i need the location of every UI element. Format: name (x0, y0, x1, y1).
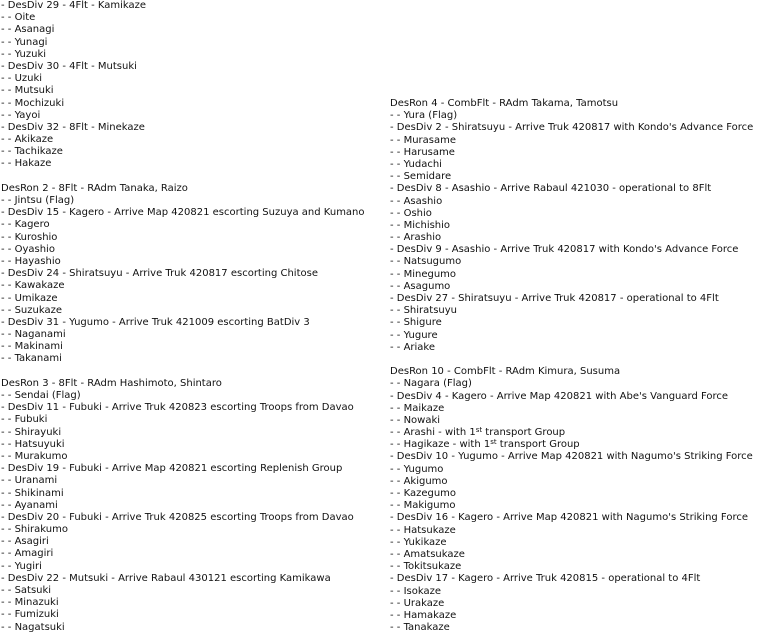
ship-line: - - Natsugumo (390, 256, 462, 268)
ship-line (390, 427, 778, 439)
ship-line: - - Uzuki (1, 73, 43, 85)
division-line: - DesDiv 31 - Yugumo - Arrive Truk 421009 escorting BatDiv 3 (1, 316, 310, 328)
ship-line: - - Tachikaze (1, 146, 63, 158)
ship-line: - - Harusame (390, 146, 455, 158)
division-line: - DesDiv 2 - Shiratsuyu - Arrive Truk 420817 with Kondo's Advance Force (390, 122, 754, 134)
ordinal-suffix: st (475, 426, 483, 435)
division-line: - DesDiv 24 - Shiratsuyu - Arrive Truk 420817 escorting Chitose (1, 268, 318, 280)
ship-line: - - Minegumo (390, 268, 457, 280)
squadron-heading: DesRon 2 - 8Flt - RAdm Tanaka, Raizo (1, 182, 188, 194)
division-line: - DesDiv 19 - Fubuki - Arrive Map 420821 escorting Replenish Group (1, 463, 343, 475)
ship-line: - - Jintsu (Flag) (1, 195, 75, 206)
ship-line: - - Yugumo (390, 463, 444, 475)
ship-line: - - Ariake (390, 341, 436, 353)
ship-line: - - Oshio (390, 207, 432, 219)
division-line: - DesDiv 27 - Shiratsuyu - Arrive Truk 420817 - operational to 4Flt (390, 293, 719, 304)
ship-line: - - Tokitsukaze (390, 561, 462, 573)
squadron-heading: DesRon 4 - CombFlt - RAdm Takama, Tamotsu (390, 98, 619, 109)
ship-line: - - Yunagi (1, 36, 48, 48)
division-line: - DesDiv 20 - Fubuki - Arrive Truk 420825 escorting Troops from Davao (1, 511, 354, 523)
ship-line: - - Yuzuki (1, 48, 47, 60)
ship-line: - - Fubuki (1, 414, 48, 426)
division-line: - DesDiv 11 - Fubuki - Arrive Truk 420823 escorting Troops from Davao (1, 402, 354, 414)
ship-line: - - Nagara (Flag) (390, 378, 472, 390)
ship-line: - - Yayoi (1, 109, 41, 121)
ship-line: - - Asagiri (1, 536, 49, 548)
ship-line: - - Yugure (390, 329, 438, 341)
ship-line: - - Yukikaze (390, 536, 447, 548)
ship-line: - - Isokaze (390, 585, 441, 597)
ship-line: - - Hamakaze (390, 609, 457, 621)
ship-line: - - Shiratsuyu (390, 305, 458, 317)
ship-line: - - Yudachi (390, 158, 442, 170)
ship-line: - - Hayashio (1, 255, 61, 267)
left-column (1, 0, 386, 634)
division-line: - DesDiv 32 - 8Flt - Minekaze (1, 121, 145, 133)
ship-line: - - Mochizuki (1, 97, 65, 109)
division-line: - DesDiv 30 - 4Flt - Mutsuki (1, 60, 137, 72)
line-text: - - Hagikaze - with 1 (390, 439, 491, 451)
right-column (390, 98, 778, 634)
ship-line (390, 439, 778, 451)
ship-line: - - Hatsuyuki (1, 438, 65, 450)
division-line: - DesDiv 9 - Asashio - Arrive Truk 420817 with Kondo's Advance Force (390, 244, 739, 256)
ship-line: - - Minazuki (1, 597, 59, 609)
ship-line: - - Kazegumo (390, 488, 457, 499)
ship-line: - - Umikaze (1, 292, 58, 304)
ordinal-suffix: st (490, 438, 497, 447)
ship-line: - - Makigumo (390, 500, 456, 512)
ship-line: - - Oyashio (1, 243, 55, 255)
ship-line: - - Tanakaze (390, 622, 450, 634)
ship-line: - - Michishio (390, 219, 451, 231)
ship-line: - - Nagatsuki (1, 621, 65, 633)
blank-line (1, 366, 386, 378)
squadron-heading: DesRon 10 - CombFlt - RAdm Kimura, Susuma (390, 366, 621, 378)
ship-line: - - Makinami (1, 341, 63, 353)
ship-line: - - Fumizuki (1, 609, 59, 621)
ship-line: - - Takanami (1, 353, 62, 365)
ship-line: - - Semidare (390, 171, 452, 183)
ship-line: - - Uranami (1, 475, 58, 487)
blank-line (390, 354, 778, 366)
ship-line: - - Urakaze (390, 597, 445, 609)
ship-line: - - Arashio (390, 232, 442, 244)
ship-line: - - Akikaze (1, 134, 54, 146)
ship-line: - - Yugiri (1, 560, 42, 572)
ship-line: - - Asashio (390, 195, 443, 207)
line-text: transport Group (496, 439, 580, 451)
ship-line: - - Shigure (390, 317, 442, 329)
ship-line: - - Akigumo (390, 475, 448, 487)
ship-line: - - Murasame (390, 134, 457, 146)
ship-line: - - Maikaze (390, 402, 445, 414)
ship-line: - - Suzukaze (1, 304, 62, 316)
ship-line: - - Oite (1, 12, 36, 24)
ship-line: - - Shirayuki (1, 426, 62, 438)
division-line: - DesDiv 22 - Mutsuki - Arrive Rabaul 430121 escorting Kamikawa (1, 572, 331, 584)
ship-line: - - Nowaki (390, 414, 441, 426)
ship-line: - - Kuroshio (1, 231, 58, 243)
division-line: - DesDiv 4 - Kagero - Arrive Map 420821 with Abe's Vanguard Force (390, 390, 729, 402)
line-text: transport Group (482, 427, 566, 439)
ship-line: - - Murakumo (1, 450, 68, 462)
ship-line: - - Shirakumo (1, 524, 68, 536)
division-line: - DesDiv 8 - Asashio - Arrive Rabaul 421030 - operational to 8Flt (390, 183, 712, 195)
ship-line: - - Amatsukaze (390, 548, 465, 560)
ship-line: - - Amagiri (1, 548, 54, 560)
division-line: - DesDiv 29 - 4Flt - Kamikaze (1, 0, 147, 11)
division-line: - DesDiv 16 - Kagero - Arrive Map 420821 with Nagumo's Striking Force (390, 512, 748, 524)
ship-line: - - Ayanami (1, 499, 58, 511)
ship-line: - - Naganami (1, 329, 66, 341)
ship-line: - - Asagumo (390, 280, 451, 292)
ship-line: - - Hatsukaze (390, 524, 456, 536)
ship-line: - - Yura (Flag) (390, 110, 458, 122)
ship-line: - - Sendai (Flag) (1, 390, 81, 401)
ship-line: - - Satsuki (1, 585, 52, 596)
ship-line: - - Kawakaze (1, 280, 65, 292)
division-line: - DesDiv 10 - Yugumo - Arrive Map 420821 with Nagumo's Striking Force (390, 451, 753, 463)
ship-line: - - Hakaze (1, 158, 52, 170)
division-line: - DesDiv 15 - Kagero - Arrive Map 420821 escorting Suzuya and Kumano (1, 207, 365, 219)
ship-line: - - Mutsuki (1, 85, 54, 97)
blank-line (1, 171, 386, 183)
ship-line: - - Asanagi (1, 24, 55, 36)
division-line: - DesDiv 17 - Kagero - Arrive Truk 420815 - operational to 4Flt (390, 573, 701, 585)
squadron-heading: DesRon 3 - 8Flt - RAdm Hashimoto, Shintaro (1, 377, 222, 389)
line-text: - - Arashi - with 1 (390, 427, 476, 439)
ship-line: - - Kagero (1, 219, 50, 231)
ship-line: - - Shikinami (1, 487, 64, 499)
